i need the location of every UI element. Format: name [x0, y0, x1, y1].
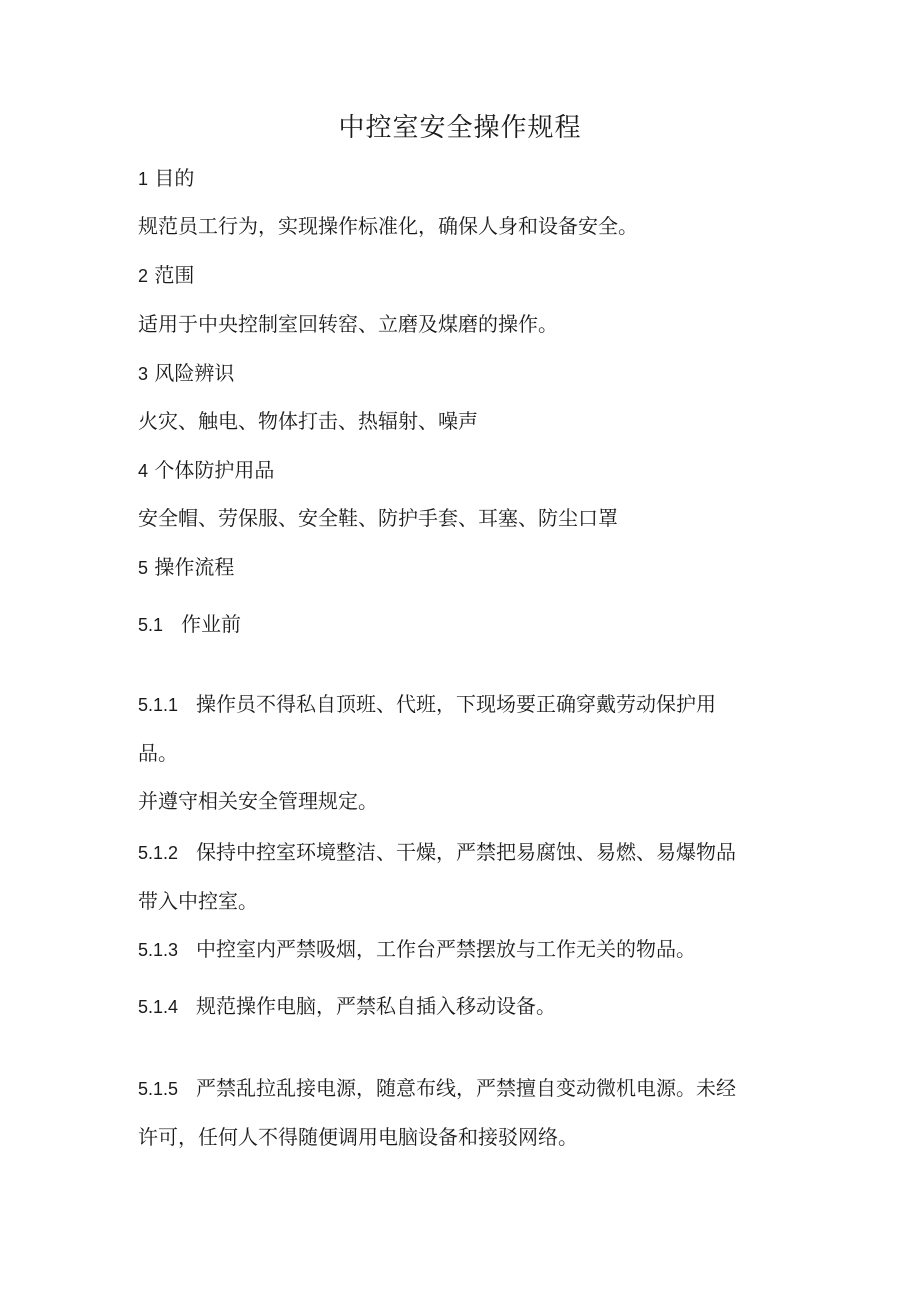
item-number: 5.1.2	[138, 843, 179, 863]
section-heading-ppe	[138, 458, 274, 483]
paragraph-risk: 火灾、触电、物体打击、热辐射、噪声	[138, 409, 478, 433]
document-title: 中控室安全操作规程	[338, 113, 582, 143]
item-number: 5.1.3	[138, 940, 179, 960]
item-number: 5.1.4	[138, 997, 179, 1017]
section-title: 个体防护用品	[154, 458, 275, 482]
section-heading-purpose	[138, 166, 194, 191]
section-title: 目的	[154, 166, 195, 190]
section-number: 4	[138, 461, 149, 481]
item-5-1-1	[138, 692, 716, 717]
section-title: 范围	[154, 263, 195, 287]
section-number: 3	[138, 364, 149, 384]
subsection-title: 作业前	[181, 612, 242, 636]
item-5-1-3	[138, 937, 696, 962]
section-title: 风险辨识	[154, 361, 235, 385]
item-text: 规范操作电脑，严禁私自插入移动设备。	[196, 994, 557, 1018]
item-5-1-1-extra: 并遵守相关安全管理规定。	[138, 789, 378, 813]
item-5-1-1-continued: 品。	[138, 741, 178, 765]
paragraph-purpose: 规范员工行为，实现操作标准化，确保人身和设备安全。	[138, 214, 638, 238]
section-number: 1	[138, 169, 149, 189]
item-5-1-2-continued: 带入中控室。	[138, 889, 258, 913]
item-text: 操作员不得私自顶班、代班，下现场要正确穿戴劳动保护用	[196, 692, 717, 716]
item-text: 保持中控室环境整洁、干燥，严禁把易腐蚀、易燃、易爆物品	[196, 840, 737, 864]
item-5-1-2	[138, 840, 736, 865]
section-heading-risk	[138, 361, 234, 386]
paragraph-ppe: 安全帽、劳保服、安全鞋、防护手套、耳塞、防尘口罩	[138, 506, 618, 530]
section-heading-procedure	[138, 555, 234, 580]
paragraph-scope: 适用于中央控制室回转窑、立磨及煤磨的操作。	[138, 312, 558, 336]
section-number: 2	[138, 266, 149, 286]
section-title: 操作流程	[154, 555, 235, 579]
item-text: 中控室内严禁吸烟，工作台严禁摆放与工作无关的物品。	[196, 937, 697, 961]
section-heading-scope	[138, 263, 194, 288]
subsection-number: 5.1	[138, 615, 164, 635]
section-number: 5	[138, 558, 149, 578]
subsection-heading-before-work	[138, 612, 241, 637]
item-number: 5.1.5	[138, 1079, 179, 1099]
item-number: 5.1.1	[138, 695, 179, 715]
item-5-1-5-continued: 许可，任何人不得随便调用电脑设备和接驳网络。	[138, 1125, 578, 1149]
item-text: 严禁乱拉乱接电源，随意布线，严禁擅自变动微机电源。未经	[196, 1076, 737, 1100]
item-5-1-4	[138, 994, 556, 1019]
item-5-1-5	[138, 1076, 736, 1101]
